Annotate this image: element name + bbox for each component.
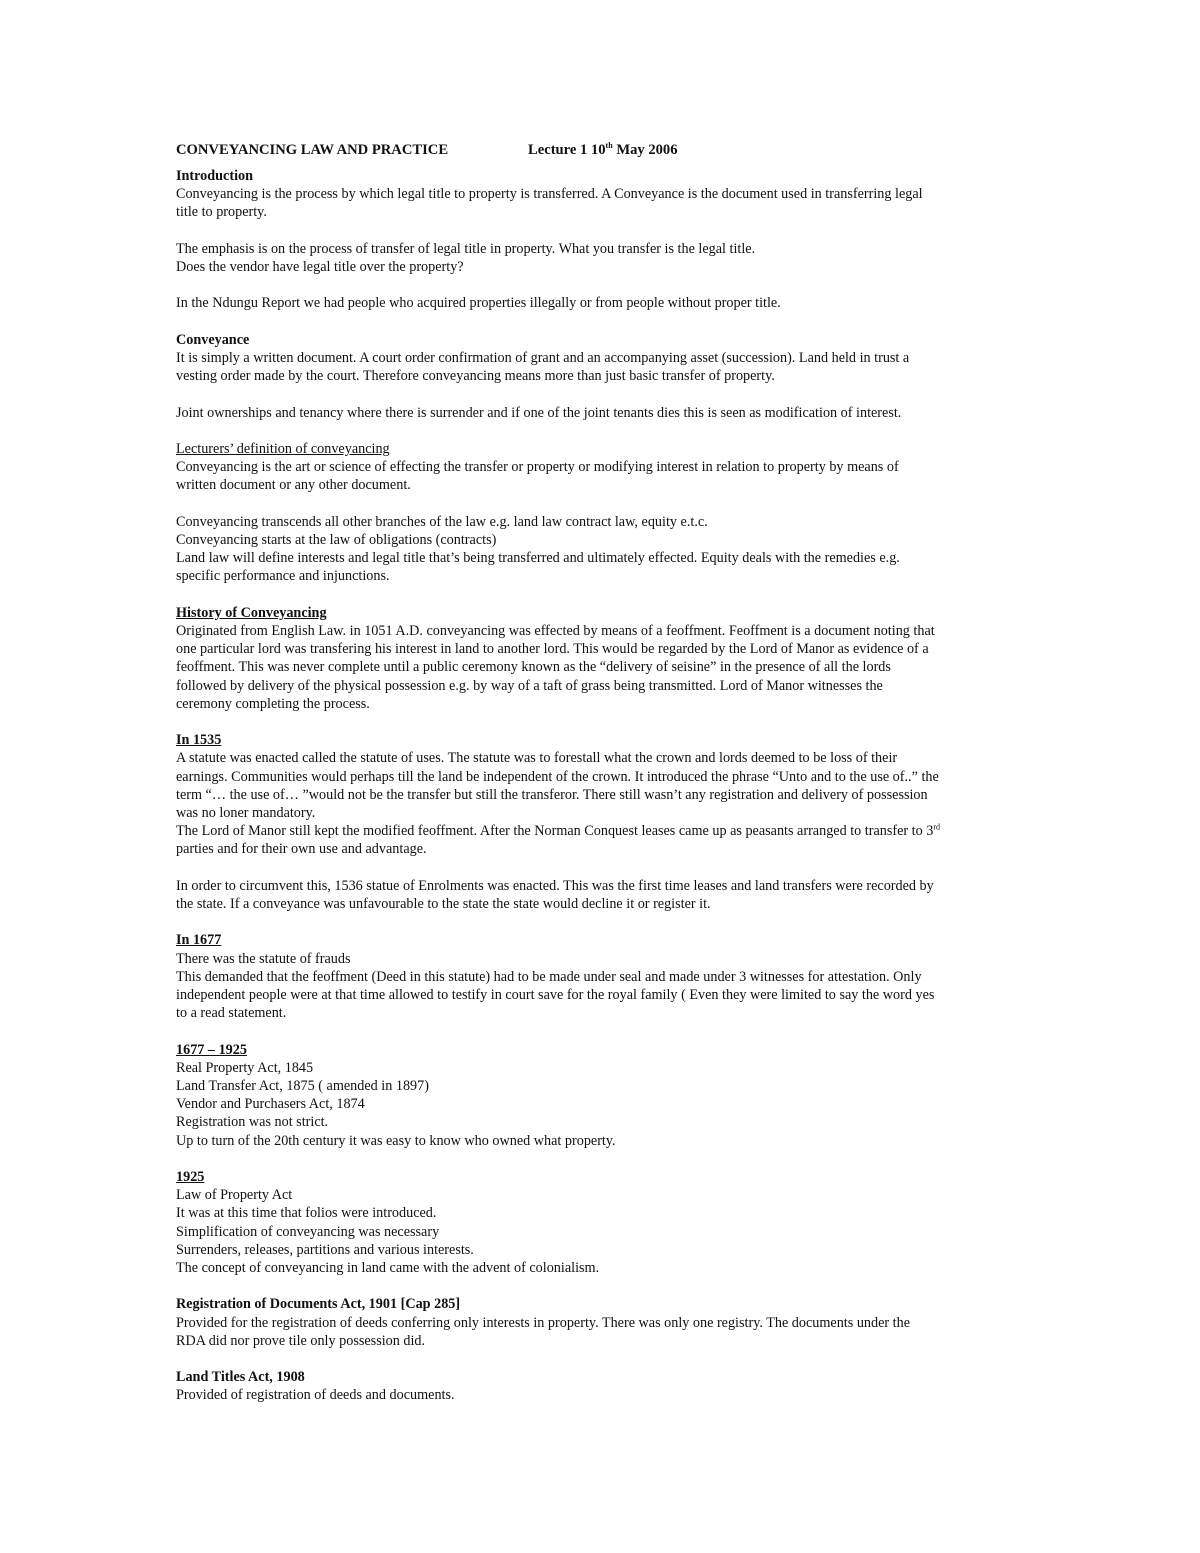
heading-in-1535: In 1535	[176, 732, 222, 749]
paragraph-line: RDA did nor prove tile only possession did.	[176, 1332, 426, 1349]
paragraph-line: Up to turn of the 20th century it was easy to know who owned what property.	[176, 1132, 616, 1149]
heading-in-1677: In 1677	[176, 932, 222, 949]
paragraph-line: It is simply a written document. A court order confirmation of grant and an accompanying asset (succession). Land held in trust a	[176, 349, 910, 366]
heading-1925: 1925	[176, 1168, 205, 1185]
document-page	[176, 141, 1026, 1405]
document-header	[176, 141, 1026, 167]
paragraph-line: specific performance and injunctions.	[176, 568, 390, 585]
paragraph-line: Registration was not strict.	[176, 1114, 329, 1131]
paragraph-line: Law of Property Act	[176, 1187, 293, 1204]
paragraph-line: title to property.	[176, 204, 267, 221]
paragraph-line: Real Property Act, 1845	[176, 1059, 314, 1076]
paragraph-line: Conveyancing is the process by which legal title to property is transferred. A Conveyance is the document used in transferring legal	[176, 186, 923, 203]
paragraph-line: ceremony completing the process.	[176, 695, 370, 712]
paragraph-line: earnings. Communities would perhaps till the land be independent of the crown. It introduced the phrase “Unto and to the use of..” the	[176, 768, 939, 785]
heading-1677-1925: 1677 – 1925	[176, 1041, 247, 1058]
paragraph-line: Land law will define interests and legal title that’s being transferred and ultimately effected. Equity deals with the remedies e.g.	[176, 550, 900, 567]
paragraph-line: The Lord of Manor still kept the modified feoffment. After the Norman Conquest leases came up as peasants arranged to transfer to 3rd	[176, 822, 941, 840]
paragraph-line: term “… the use of… ”would not be the transfer but still the transferor. There still wasn’t any registration and delivery of possession	[176, 786, 928, 803]
paragraph-line: The concept of conveyancing in land came with the advent of colonialism.	[176, 1260, 600, 1276]
paragraph-line: A statute was enacted called the statute of uses. The statute was to forestall what the crown and lords deemed to be loss of their	[176, 750, 898, 767]
paragraph-line: Originated from English Law. in 1051 A.D. conveyancing was effected by means of a feoffment. Feoffment is a document noting that	[176, 622, 935, 639]
paragraph-line: Does the vendor have legal title over the property?	[176, 259, 464, 275]
lecture-info: Lecture 1 10th May 2006	[528, 141, 678, 158]
paragraph-line: written document or any other document.	[176, 477, 411, 494]
heading-lecturers-definition: Lecturers’ definition of conveyancing	[176, 440, 390, 457]
paragraph-line: followed by delivery of the physical possession e.g. by way of a taft of grass being transmitted. Lord of Manor witnesses the	[176, 677, 883, 694]
paragraph-line: Conveyancing is the art or science of effecting the transfer or property or modifying interest in relation to property by means of	[176, 459, 899, 476]
paragraph-line: Joint ownerships and tenancy where there is surrender and if one of the joint tenants dies this is seen as modification of interest.	[176, 404, 902, 421]
paragraph-line: Surrenders, releases, partitions and various interests.	[176, 1241, 474, 1258]
paragraph-line: Simplification of conveyancing was necessary	[176, 1223, 440, 1240]
paragraph-line: vesting order made by the court. Therefore conveyancing means more than just basic transfer of property.	[176, 368, 775, 385]
heading-registration-of-documents-act: Registration of Documents Act, 1901 [Cap 285]	[176, 1296, 461, 1313]
paragraph-line: Provided for the registration of deeds conferring only interests in property. There was only one registry. The documents under the	[176, 1314, 911, 1331]
paragraph-line: Conveyancing starts at the law of obligations (contracts)	[176, 531, 497, 548]
heading-land-titles-act: Land Titles Act, 1908	[176, 1369, 305, 1386]
paragraph-line: This demanded that the feoffment (Deed in this statute) had to be made under seal and made under 3 witnesses for attestation. Only	[176, 968, 922, 985]
course-title: CONVEYANCING LAW AND PRACTICE	[176, 142, 449, 158]
heading-introduction: Introduction	[176, 168, 253, 184]
paragraph-line: Conveyancing transcends all other branches of the law e.g. land law contract law, equity e.t.c.	[176, 513, 708, 530]
paragraph-line: It was at this time that folios were introduced.	[176, 1205, 437, 1222]
heading-history: History of Conveyancing	[176, 604, 327, 621]
paragraph-line: Land Transfer Act, 1875 ( amended in 1897)	[176, 1077, 429, 1094]
heading-conveyance: Conveyance	[176, 331, 250, 348]
paragraph-line: to a read statement.	[176, 1005, 287, 1022]
paragraph-line: parties and for their own use and advantage.	[176, 841, 427, 858]
paragraph-line: There was the statute of frauds	[176, 950, 351, 967]
paragraph-line: In the Ndungu Report we had people who acquired properties illegally or from people without proper title.	[176, 295, 781, 312]
paragraph-line: one particular lord was transfering his interest in land to another lord. This would be regarded by the Lord of Manor as evidence of a	[176, 641, 929, 658]
paragraph-line: feoffment. This was never complete until a public ceremony known as the “delivery of seisine” in the presence of all the lords	[176, 659, 891, 676]
paragraph-line: In order to circumvent this, 1536 statue of Enrolments was enacted. This was the first time leases and land transfers were recorded by	[176, 877, 934, 894]
paragraph-line: was no loner mandatory.	[176, 804, 316, 821]
paragraph-line: independent people were at that time allowed to testify in court save for the royal family ( Even they were limited to say the word yes	[176, 986, 935, 1003]
paragraph-line: Vendor and Purchasers Act, 1874	[176, 1096, 365, 1113]
paragraph-line: The emphasis is on the process of transfer of legal title in property. What you transfer is the legal title.	[176, 240, 756, 257]
paragraph-line: the state. If a conveyance was unfavourable to the state the state would decline it or register it.	[176, 895, 711, 912]
paragraph-line: Provided of registration of deeds and documents.	[176, 1387, 455, 1404]
